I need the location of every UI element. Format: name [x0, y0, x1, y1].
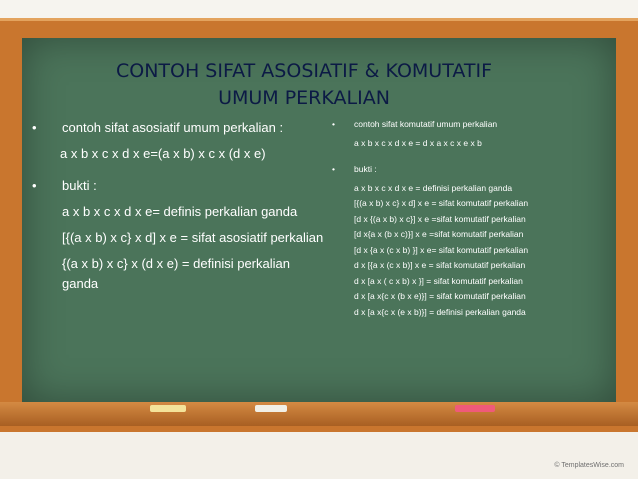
left-bullet-2: • bukti : — [26, 176, 326, 196]
right-proof-line-2: [{(a x b) x c} x d] x e = sifat komutatif perkalian — [354, 198, 529, 208]
left-proof-line-3: {(a x b) x c} x (d x e) = definisi perkalian ganda — [62, 256, 290, 291]
chalk-yellow — [150, 405, 186, 412]
wall-top — [0, 0, 638, 18]
chalk-tray — [0, 402, 638, 426]
chalk-white — [255, 405, 287, 412]
right-proof-line-1: a x b x c x d x e = definisi perkalian ganda — [354, 182, 513, 193]
left-expression: a x b x c x d x e=(a x b) x c x (d x e) — [60, 146, 266, 161]
bullet-icon: • — [332, 119, 335, 129]
right-bullet-2: • bukti : — [332, 164, 377, 174]
right-column — [328, 118, 608, 318]
bullet-icon: • — [32, 120, 37, 135]
watermark: © TemplatesWise.com — [554, 462, 624, 469]
left-bullet-1: • contoh sifat asosiatif umum perkalian : — [26, 118, 326, 138]
right-proof-line-9: d x [a x{c x (e x b)}] = definisi perkalian ganda — [354, 306, 526, 317]
right-proof-line-6: d x [{a x (c x b)] x e = sifat komutatif perkalian — [354, 260, 526, 270]
right-bullet-1: • contoh sifat komutatif umum perkalian — [332, 119, 498, 129]
title-line-1: CONTOH SIFAT ASOSIATIF & KOMUTATIF — [115, 60, 493, 82]
left-proof-line-2: [{(a x b) x c} x d] x e = sifat asosiatif perkalian — [62, 230, 324, 245]
left-proof-line-1: a x b x c x d x e= definis perkalian ganda — [62, 204, 298, 219]
right-proof-line-4: [d x{a x (b x c)}] x e =sifat komutatif perkalian — [354, 229, 524, 239]
right-proof-line-3: [d x {(a x b) x c}] x e =sifat komutatif perkalian — [354, 213, 526, 224]
left-column — [26, 118, 326, 294]
slide-title — [40, 58, 568, 112]
title-line-2: UMUM PERKALIAN — [218, 87, 390, 109]
floor — [0, 432, 638, 479]
bullet-icon: • — [332, 164, 335, 174]
right-expression: a x b x c x d x e = d x a x c x e x b — [354, 137, 482, 148]
right-proof-line-8: d x [a x{c x (b x e)}] = sifat komutatif perkalian — [354, 291, 526, 301]
chalk-pink — [455, 405, 495, 412]
right-proof-line-5: [d x {a x (c x b) }] x e= sifat komutatif perkalian — [354, 244, 529, 255]
bullet-icon: • — [32, 178, 37, 193]
right-proof-line-7: d x [a x ( c x b) x }] = sifat komutatif perkalian — [354, 275, 523, 286]
